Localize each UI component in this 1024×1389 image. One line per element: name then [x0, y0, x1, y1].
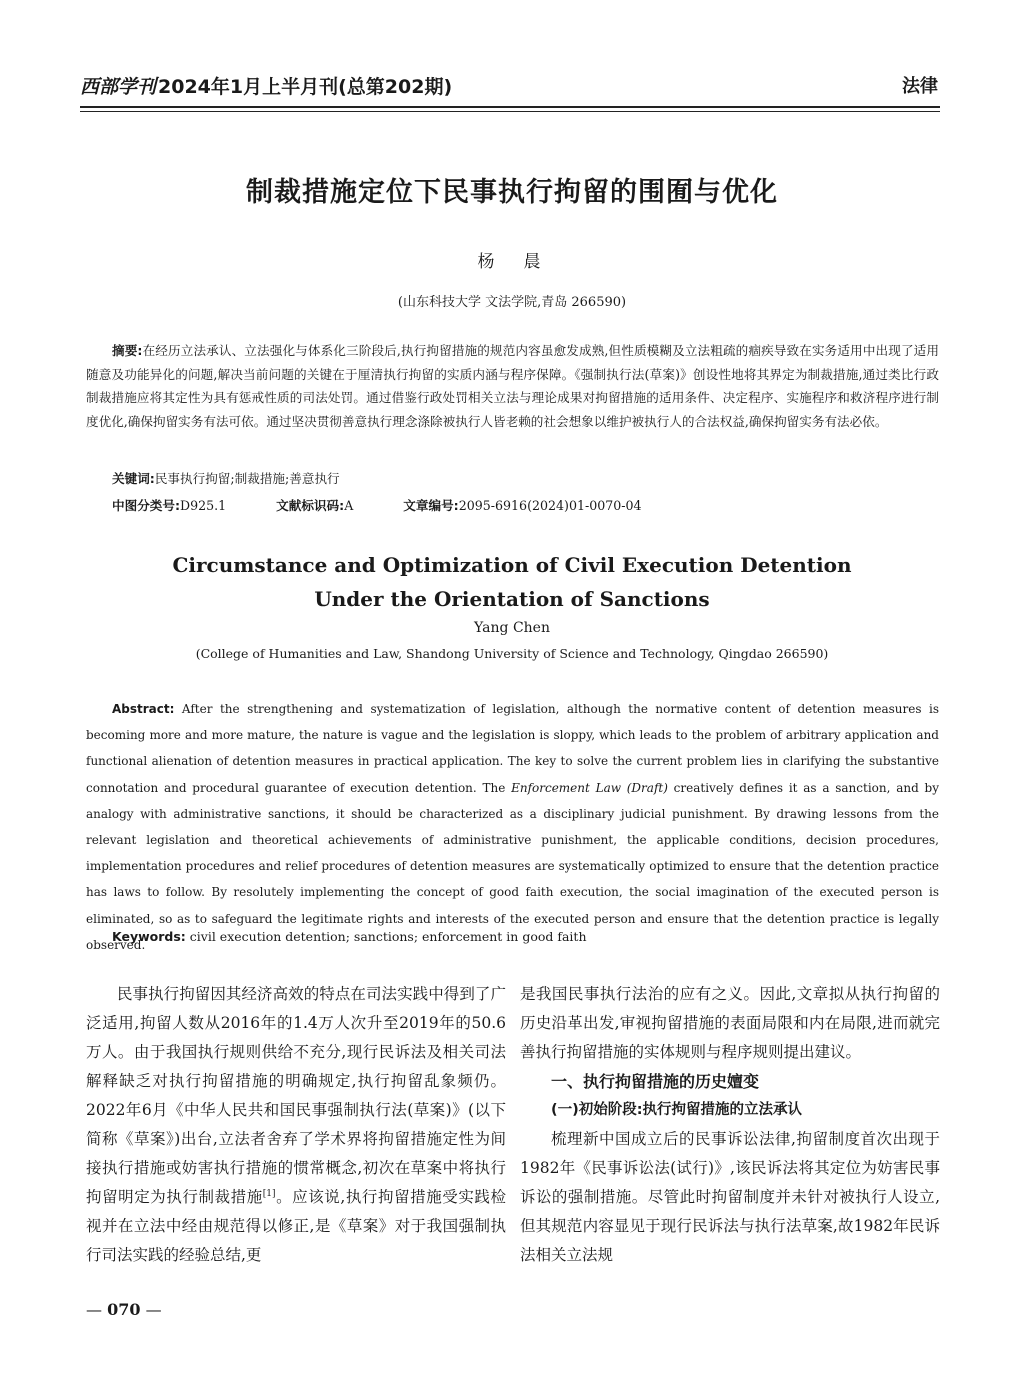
body-column-right — [520, 980, 940, 1270]
body-paragraph — [86, 980, 506, 1270]
english-title-line-1: Circumstance and Optimization of Civil Execution Detention — [172, 553, 852, 577]
clc-value: D925.1 — [180, 498, 227, 513]
article-number-label: 文章编号: — [403, 498, 459, 513]
keywords-label: 关键词: — [112, 471, 155, 486]
header-rule — [80, 106, 940, 108]
body-paragraph: 梳理新中国成立后的民事诉讼法律,拘留制度首次出现于1982年《民事诉讼法(试行)》,该民诉法将其定位为妨害民事诉讼的强制措施。尽管此时拘留制度并未针对被执行人设立,但其规范内容显见于现行民诉法与执行法草案,故1982年民诉法相关立法规 — [520, 1130, 940, 1264]
journal-name: 西部学刊 — [80, 76, 157, 98]
section-label: 法律 — [902, 76, 938, 97]
english-keywords — [112, 929, 587, 944]
body-column-left — [86, 980, 506, 1270]
issue-info: 2024年1月上半月刊(总第202期) — [158, 76, 453, 98]
page-number: — 070 — — [86, 1300, 162, 1319]
doc-code-value: A — [344, 498, 354, 513]
english-title-line-2: Under the Orientation of Sanctions — [314, 587, 710, 611]
english-abstract-italic: Enforcement Law (Draft) — [511, 780, 668, 795]
english-abstract — [86, 696, 939, 958]
chinese-title: 制裁措施定位下民事执行拘留的围囿与优化 — [246, 177, 778, 208]
body-text: 。应该说,执行拘留措施受实践检视并在立法中经由规范得以修正,是《草案》对于我国强制执行司法实践的经验总结,更 — [86, 1188, 506, 1264]
english-author: Yang Chen — [474, 620, 550, 636]
running-header — [80, 72, 452, 99]
english-keywords-text: civil execution detention; sanctions; enforcement in good faith — [189, 929, 587, 944]
english-title — [0, 548, 1024, 616]
doc-code-label: 文献标识码: — [276, 498, 345, 513]
chinese-abstract — [86, 339, 939, 433]
citation: [1] — [262, 1188, 276, 1199]
english-keywords-label: Keywords: — [112, 929, 186, 944]
classification-info — [112, 495, 642, 514]
subsection-heading: (一)初始阶段:执行拘留措施的立法承认 — [551, 1102, 803, 1118]
keywords-text: 民事执行拘留;制裁措施;善意执行 — [154, 471, 340, 486]
abstract-label: 摘要: — [112, 343, 143, 358]
body-paragraph: 是我国民事执行法治的应有之义。因此,文章拟从执行拘留的历史沿革出发,审视拘留措施的表面局限和内在局限,进而就完善执行拘留措施的实体规则与程序规则提出建议。 — [520, 985, 940, 1061]
clc-label: 中图分类号: — [112, 498, 181, 513]
article-number-value: 2095-6916(2024)01-0070-04 — [458, 498, 642, 513]
english-abstract-text-2: creatively defines it as a sanction, and by analogy with administrative sanctions, it should be characterized as a disciplinary judicial punishment. By drawing lessons from the relevant legislation and theoretical achievements of administrative punishment, the applicable conditions, decision procedures, implementation procedures and relief procedures of detention measures are systematically optimized to ensure that the detention practice has laws to follow. By resolutely implementing the concept of good faith execution, the social imagination of the executed person is eliminated, so as to safeguard the legitimate rights and interests of the executed person and ensure that the detention practice is legally observed. — [86, 780, 939, 952]
page-number-value: 070 — [107, 1300, 141, 1319]
english-abstract-label: Abstract: — [112, 702, 175, 716]
abstract-text: 在经历立法承认、立法强化与体系化三阶段后,执行拘留措施的规范内容虽愈发成熟,但性质模糊及立法粗疏的痼疾导致在实务适用中出现了适用随意及功能异化的问题,解决当前问题的关键在于厘清执行拘留的实质内涵与程序保障。《强制执行法(草案)》创设性地将其界定为制裁措施,通过类比行政制裁措施应将其定性为具有惩戒性质的司法处罚。通过借鉴行政处罚相关立法与理论成果对拘留措施的适用条件、决定程序、实施程序和救济程序进行制度优化,确保拘留实务有法可依。通过坚决贯彻善意执行理念涤除被执行人皆老赖的社会想象以维护被执行人的合法权益,确保拘留实务有法必依。 — [86, 343, 939, 429]
english-affiliation: (College of Humanities and Law, Shandong University of Science and Technology, Qingdao 266590) — [195, 646, 829, 661]
body-text: 民事执行拘留因其经济高效的特点在司法实践中得到了广泛适用,拘留人数从2016年的1.4万人次升至2019年的50.6万人。由于我国执行规则供给不充分,现行民诉法及相关司法解释缺乏对执行拘留措施的明确规定,执行拘留乱象频仍。2022年6月《中华人民共和国民事强制执行法(草案)》(以下简称《草案》)出台,立法者舍弃了学术界将拘留措施定性为间接执行措施或妨害执行措施的惯常概念,初次在草案中将执行拘留明定为执行制裁措施 — [86, 985, 506, 1206]
section-heading: 一、执行拘留措施的历史嬗变 — [551, 1072, 760, 1091]
chinese-affiliation: (山东科技大学 文法学院,青岛 266590) — [397, 295, 627, 310]
chinese-author: 杨 晨 — [477, 252, 547, 272]
english-abstract-text-1: After the strengthening and systematization of legislation, although the normative content of detention measures is becoming more and more mature, the nature is vague and the legislation is sloppy, which leads to the problem of arbitrary application and functional alienation of detention measures in practical application. The key to solve the current problem lies in clarifying the substantive connotation and procedural guarantee of execution detention. The — [86, 702, 939, 795]
header-rule-thin — [80, 111, 940, 112]
chinese-keywords — [112, 468, 340, 487]
